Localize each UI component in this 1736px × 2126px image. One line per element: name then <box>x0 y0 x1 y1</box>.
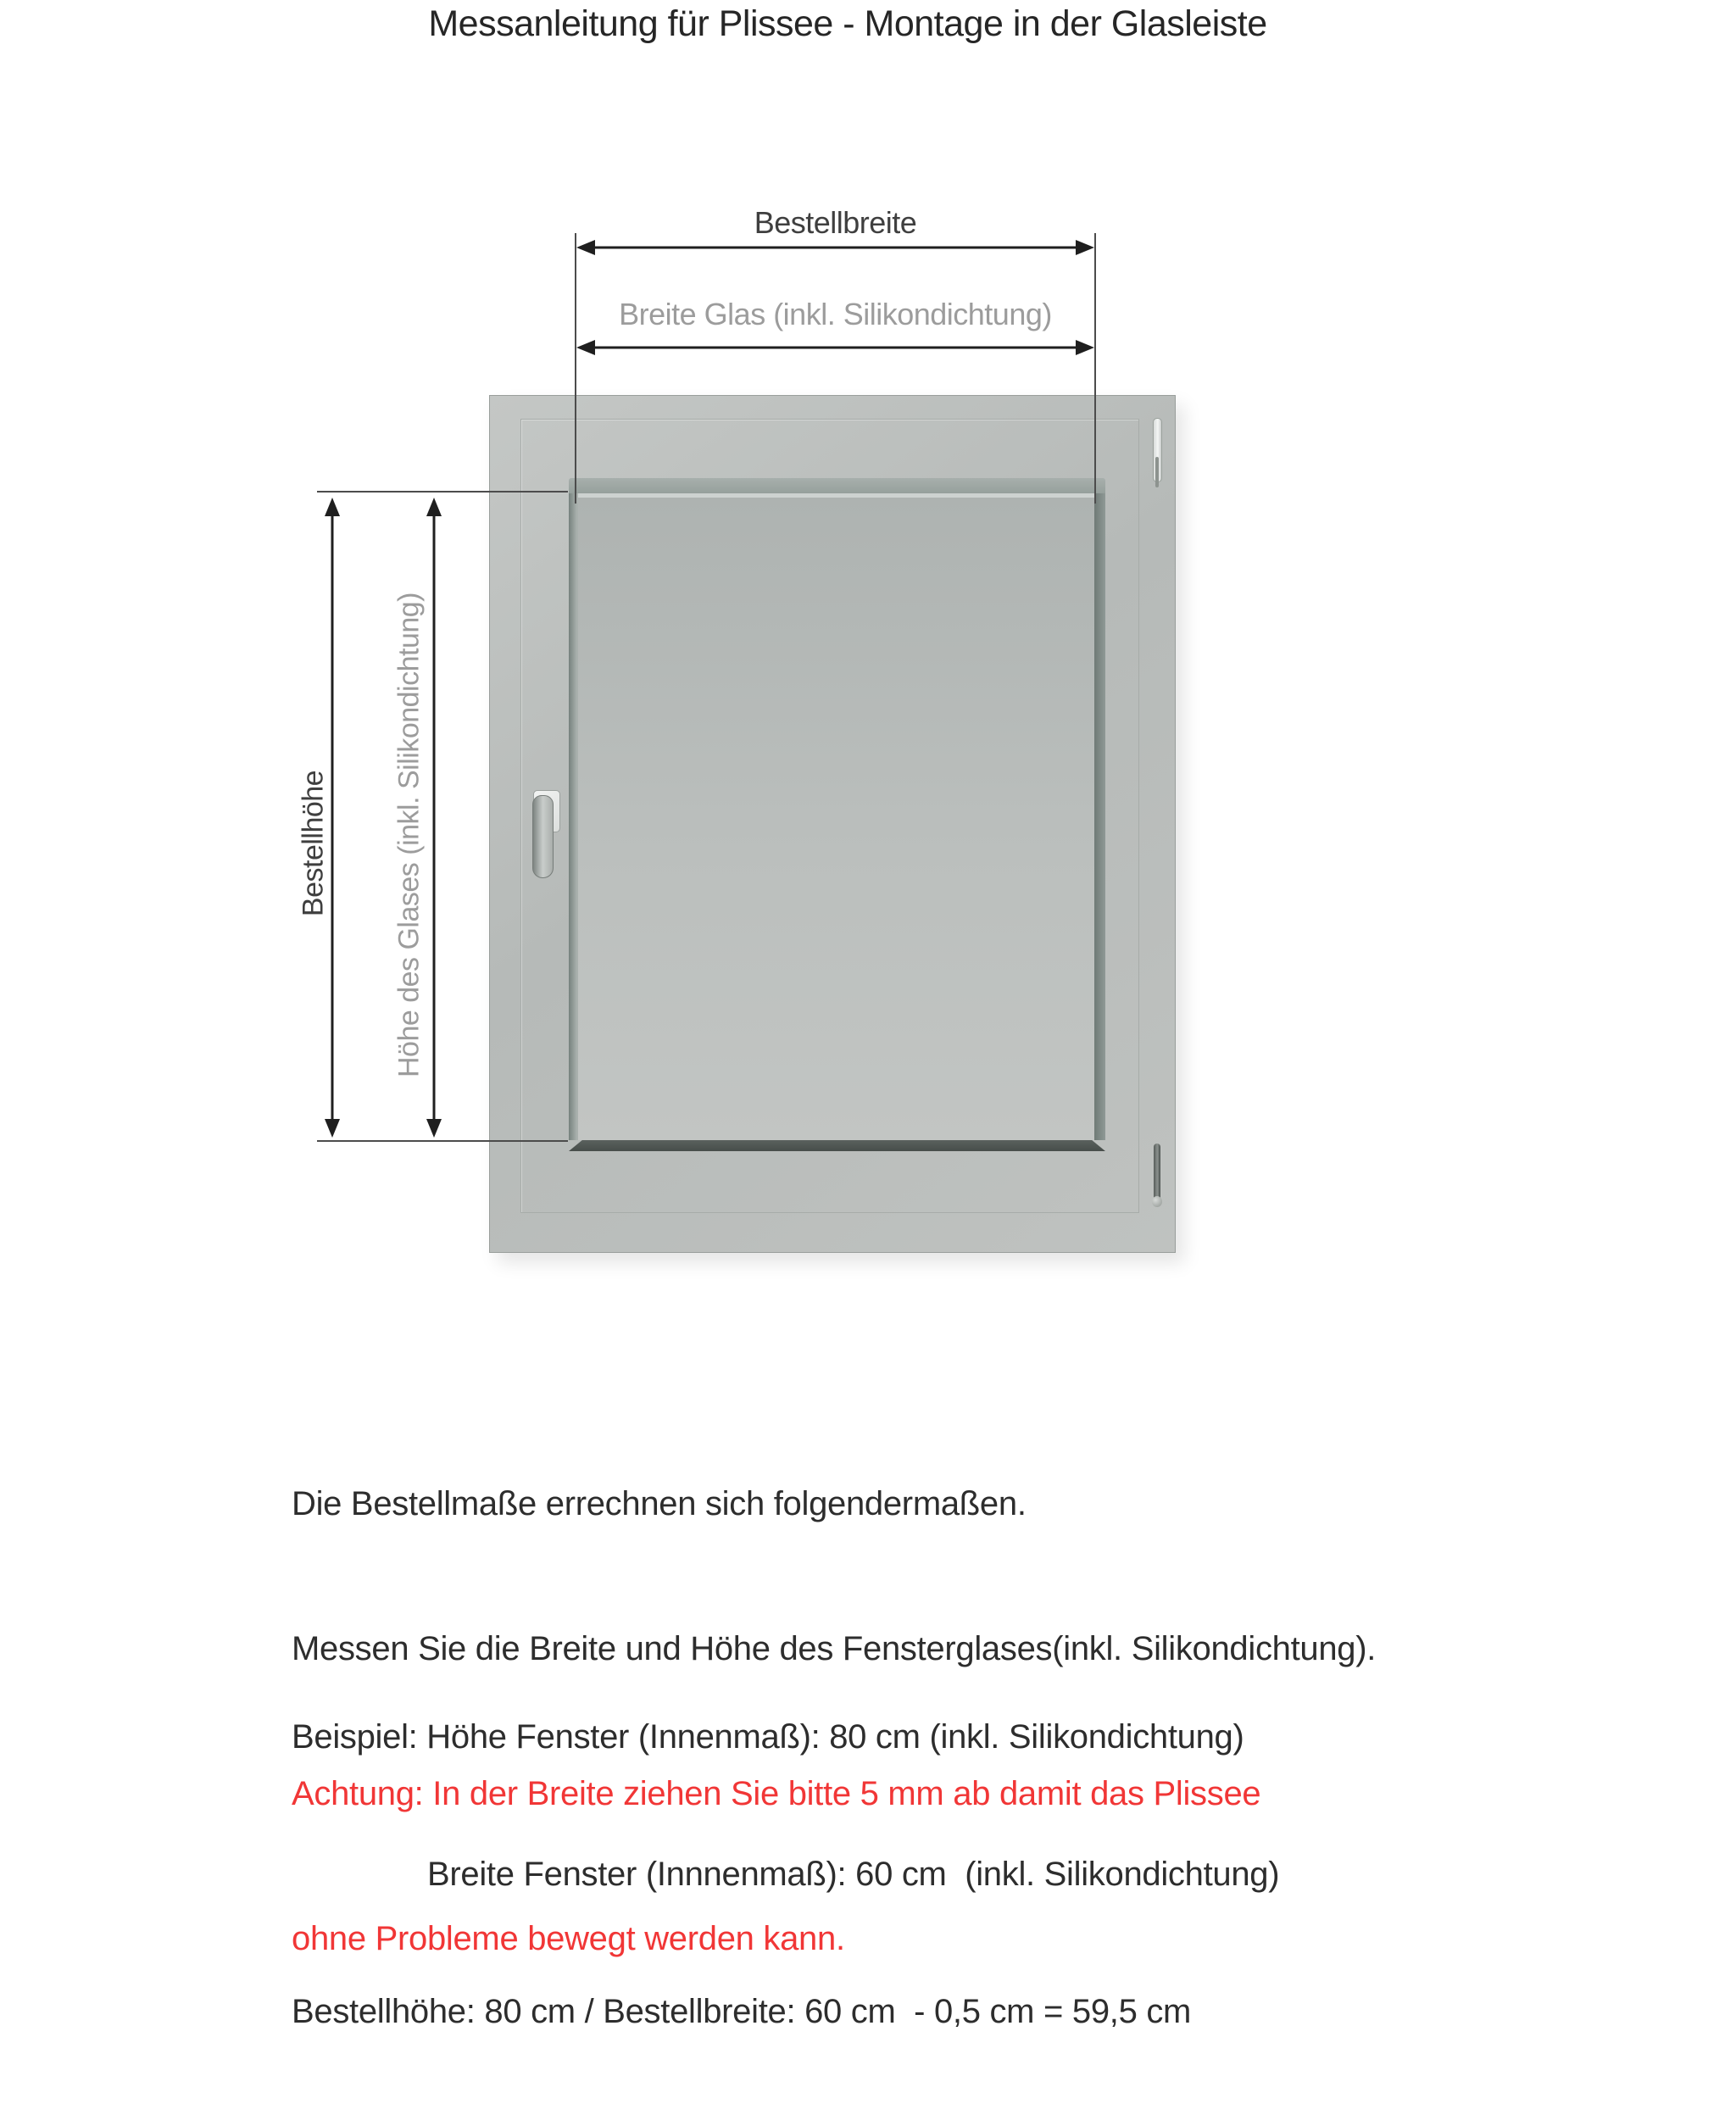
instruction-line-2: Messen Sie die Breite und Höhe des Fensterglases(inkl. Silikondichtung). <box>292 1630 1377 1667</box>
order-width-label: Bestellbreite <box>754 205 917 240</box>
page-title: Messanleitung für Plissee - Montage in der Glasleiste <box>428 3 1267 44</box>
warning-line-1: Achtung: In der Breite ziehen Sie bitte 5 mm ab damit das Plissee <box>292 1775 1261 1812</box>
order-width-dimension-line <box>576 240 1094 255</box>
order-height-label: Bestellhöhe <box>297 770 330 917</box>
glass-width-label: Breite Glas (inkl. Silikondichtung) <box>619 297 1052 331</box>
example-line-2: Breite Fenster (Innnenmaß): 60 cm (inkl. Silikondichtung) <box>427 1856 1280 1893</box>
example-line-1: Beispiel: Höhe Fenster (Innenmaß): 80 cm (inkl. Silikondichtung) <box>292 1718 1244 1756</box>
glass-height-dimension-line <box>426 498 442 1138</box>
glass-height-label: Höhe des Glases (inkl. Silikondichtung) <box>392 592 426 1078</box>
instruction-line-1: Die Bestellmaße errechnen sich folgendermaßen. <box>292 1485 1027 1522</box>
example-line-3: Bestellhöhe: 80 cm / Bestellbreite: 60 cm - 0,5 cm = 59,5 cm <box>292 1993 1192 2030</box>
glass-width-dimension-line <box>576 340 1094 355</box>
warning-line-2: ohne Probleme bewegt werden kann. <box>292 1920 845 1957</box>
